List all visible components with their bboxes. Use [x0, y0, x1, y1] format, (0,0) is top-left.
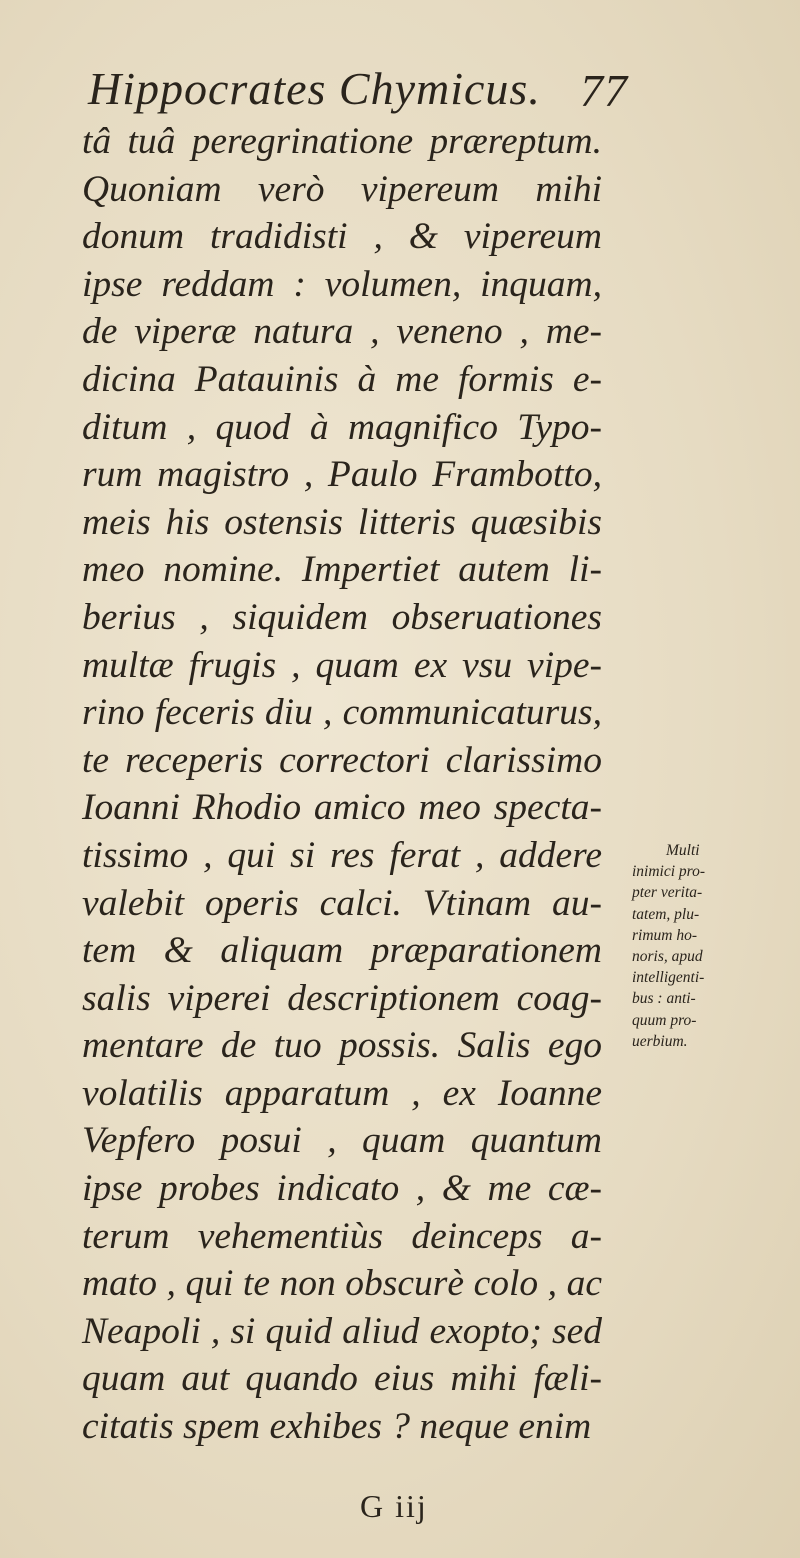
text-line: meo nomine. Impertiet autem li-	[82, 549, 602, 591]
margin-note-line: uerbium.	[632, 1032, 688, 1050]
text-line: tem & aliquam præparationem	[82, 930, 602, 972]
running-title: Hippocrates Chymicus.	[88, 63, 541, 114]
text-line: valebit operis calci. Vtinam au-	[82, 882, 602, 924]
text-line: salis viperei descriptionem coag-	[82, 977, 602, 1019]
margin-note-line: bus : anti-	[632, 990, 696, 1008]
margin-note-line: intelligenti-	[632, 969, 705, 987]
text-line: tâ tuâ peregrinatione præreptum.	[82, 121, 602, 162]
text-line: mentare de tuo possis. Salis ego	[82, 1025, 602, 1067]
text-line: ditum , quod à magnifico Typo-	[82, 406, 602, 448]
margin-note-line: quum pro-	[632, 1011, 697, 1029]
text-line: mato , qui te non obscurè colo , ac	[82, 1263, 602, 1305]
text-line: tissimo , qui si res ferat , addere	[82, 834, 602, 876]
page-number: 77	[580, 65, 628, 116]
margin-note-line: Multi	[666, 842, 700, 859]
margin-note-line: noris, apud	[632, 948, 703, 966]
running-head	[60, 58, 628, 122]
text-line: multæ frugis , quam ex vsu vipe-	[82, 644, 602, 686]
text-line: rum magistro , Paulo Frambotto,	[82, 454, 602, 496]
text-line: dicina Patauinis à me formis e-	[82, 358, 602, 400]
margin-note-line: rimum ho-	[632, 926, 698, 944]
body-text	[82, 118, 602, 1451]
margin-note-line: pter verita-	[632, 884, 703, 902]
text-line: Quoniam verò vipereum mihi	[82, 168, 602, 210]
text-line: volatilis apparatum , ex Ioanne	[82, 1072, 602, 1114]
marginal-note	[632, 840, 732, 1052]
text-line: de viperæ natura , veneno , me-	[82, 311, 602, 353]
margin-note-line: tatem, plu-	[632, 905, 700, 923]
margin-note-line: inimici pro-	[632, 863, 706, 881]
text-line: ipse reddam : volumen, inquam,	[82, 263, 602, 305]
text-line: quam aut quando eius mihi fæli-	[82, 1358, 602, 1400]
text-line: Neapoli , si quid aliud exopto; sed	[82, 1310, 602, 1352]
text-line: te receperis correctori clarissimo	[82, 739, 602, 781]
text-line: ipse probes indicato , & me cæ-	[82, 1168, 602, 1210]
text-line: rino feceris diu , communicaturus,	[82, 692, 602, 734]
text-line: berius , siquidem obseruationes	[82, 596, 602, 638]
text-line: Vepfero posui , quam quantum	[82, 1120, 602, 1162]
text-line: meis his ostensis litteris quæsibis	[82, 501, 602, 543]
text-line: citatis spem exhibes ? neque enim	[82, 1406, 592, 1448]
text-line: terum vehementiùs deinceps a-	[82, 1215, 602, 1257]
text-line: donum tradidisti , & vipereum	[82, 216, 602, 258]
text-line: Ioanni Rhodio amico meo specta-	[82, 787, 602, 829]
signature-mark: G iij	[360, 1488, 428, 1524]
